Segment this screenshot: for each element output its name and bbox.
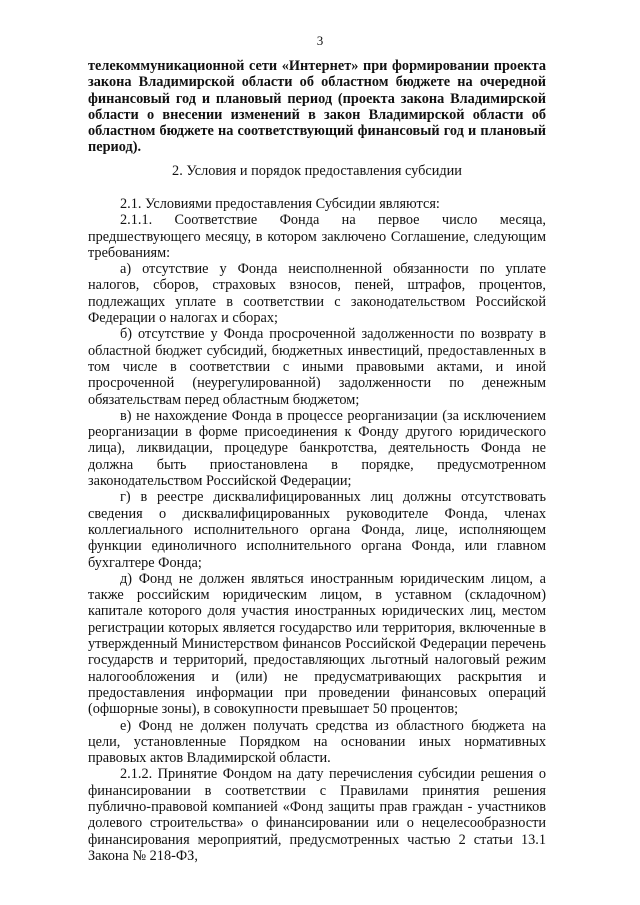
- paragraph-2-1-1: 2.1.1. Соответствие Фонда на первое число месяца, предшествующего месяцу, в котором заключено Соглашение, следующим требованиям:: [88, 212, 546, 261]
- intro-text: телекоммуникационной сети «Интернет» при формировании проекта закона Владимирской области об областном бюджете на очередной финансовый год и плановый период (проекта закона Владимирской области о внесении изменений в закон Владимирской области об областном бюджете на соответствующий финансовый год и плановый период).: [88, 58, 546, 156]
- paragraph-2-1-2: 2.1.2. Принятие Фондом на дату перечисления субсидии решения о финансировании в соответствии с Правилами принятия решения публично-правовой компанией «Фонд защиты прав граждан - участников долевого строительства» о финансировании или о нецелесообразности финансирования мероприятий, предусмотренных частью 2 статьи 13.1 Закона № 218-ФЗ,: [88, 766, 546, 864]
- paragraph-item-g: г) в реестре дисквалифицированных лиц должны отсутствовать сведения о дисквалифицированных руководителе Фонда, членах коллегиального исполнительного органа Фонда, лице, исполняющем функции единоличного исполнительного органа Фонда, или главном бухгалтере Фонда;: [88, 489, 546, 571]
- paragraph-item-b: б) отсутствие у Фонда просроченной задолженности по возврату в областной бюджет субсидий, бюджетных инвестиций, предоставленных в том числе в соответствии с иными правовыми актами, и иной просроченной (неурегулированной) задолженности по денежным обязательствам перед областным бюджетом;: [88, 326, 546, 408]
- intro-paragraph: [88, 58, 546, 156]
- paragraph-item-e: е) Фонд не должен получать средства из областного бюджета на цели, установленные Порядком на основании иных нормативных правовых актов Владимирской области.: [88, 717, 546, 767]
- paragraph-item-d: д) Фонд не должен являться иностранным юридическим лицом, а также российским юридическим лицом, в уставном (складочном) капитале которого доля участия иностранных юридических лиц, местом регистрации которых является государство или территория, включенные в утвержденный Министерством финансов Российской Федерации перечень государств и территорий, предоставляющих льготный налоговый режим налогообложения и (или) не предусматривающих раскрытия и предоставления информации при проведении финансовых операций (офшорные зоны), в совокупности превышает 50 процентов;: [88, 570, 546, 718]
- page-number: 3: [316, 33, 324, 48]
- paragraph-2-1: 2.1. Условиями предоставления Субсидии являются:: [120, 196, 440, 212]
- paragraph-item-a: а) отсутствие у Фонда неисполненной обязанности по уплате налогов, сборов, страховых взносов, пеней, штрафов, процентов, подлежащих уплате в соответствии с законодательством Российской Федерации о налогах и сборах;: [88, 261, 546, 327]
- paragraph-item-v: в) не нахождение Фонда в процессе реорганизации (за исключением реорганизации в форме присоединения к Фонду другого юридического лица), ликвидации, процедуре банкротства, деятельность Фонда не должна быть приостановлена в порядке, предусмотренном законодательством Российской Федерации;: [88, 407, 546, 490]
- section-body: [88, 196, 546, 864]
- section-heading: 2. Условия и порядок предоставления субсидии: [172, 163, 462, 179]
